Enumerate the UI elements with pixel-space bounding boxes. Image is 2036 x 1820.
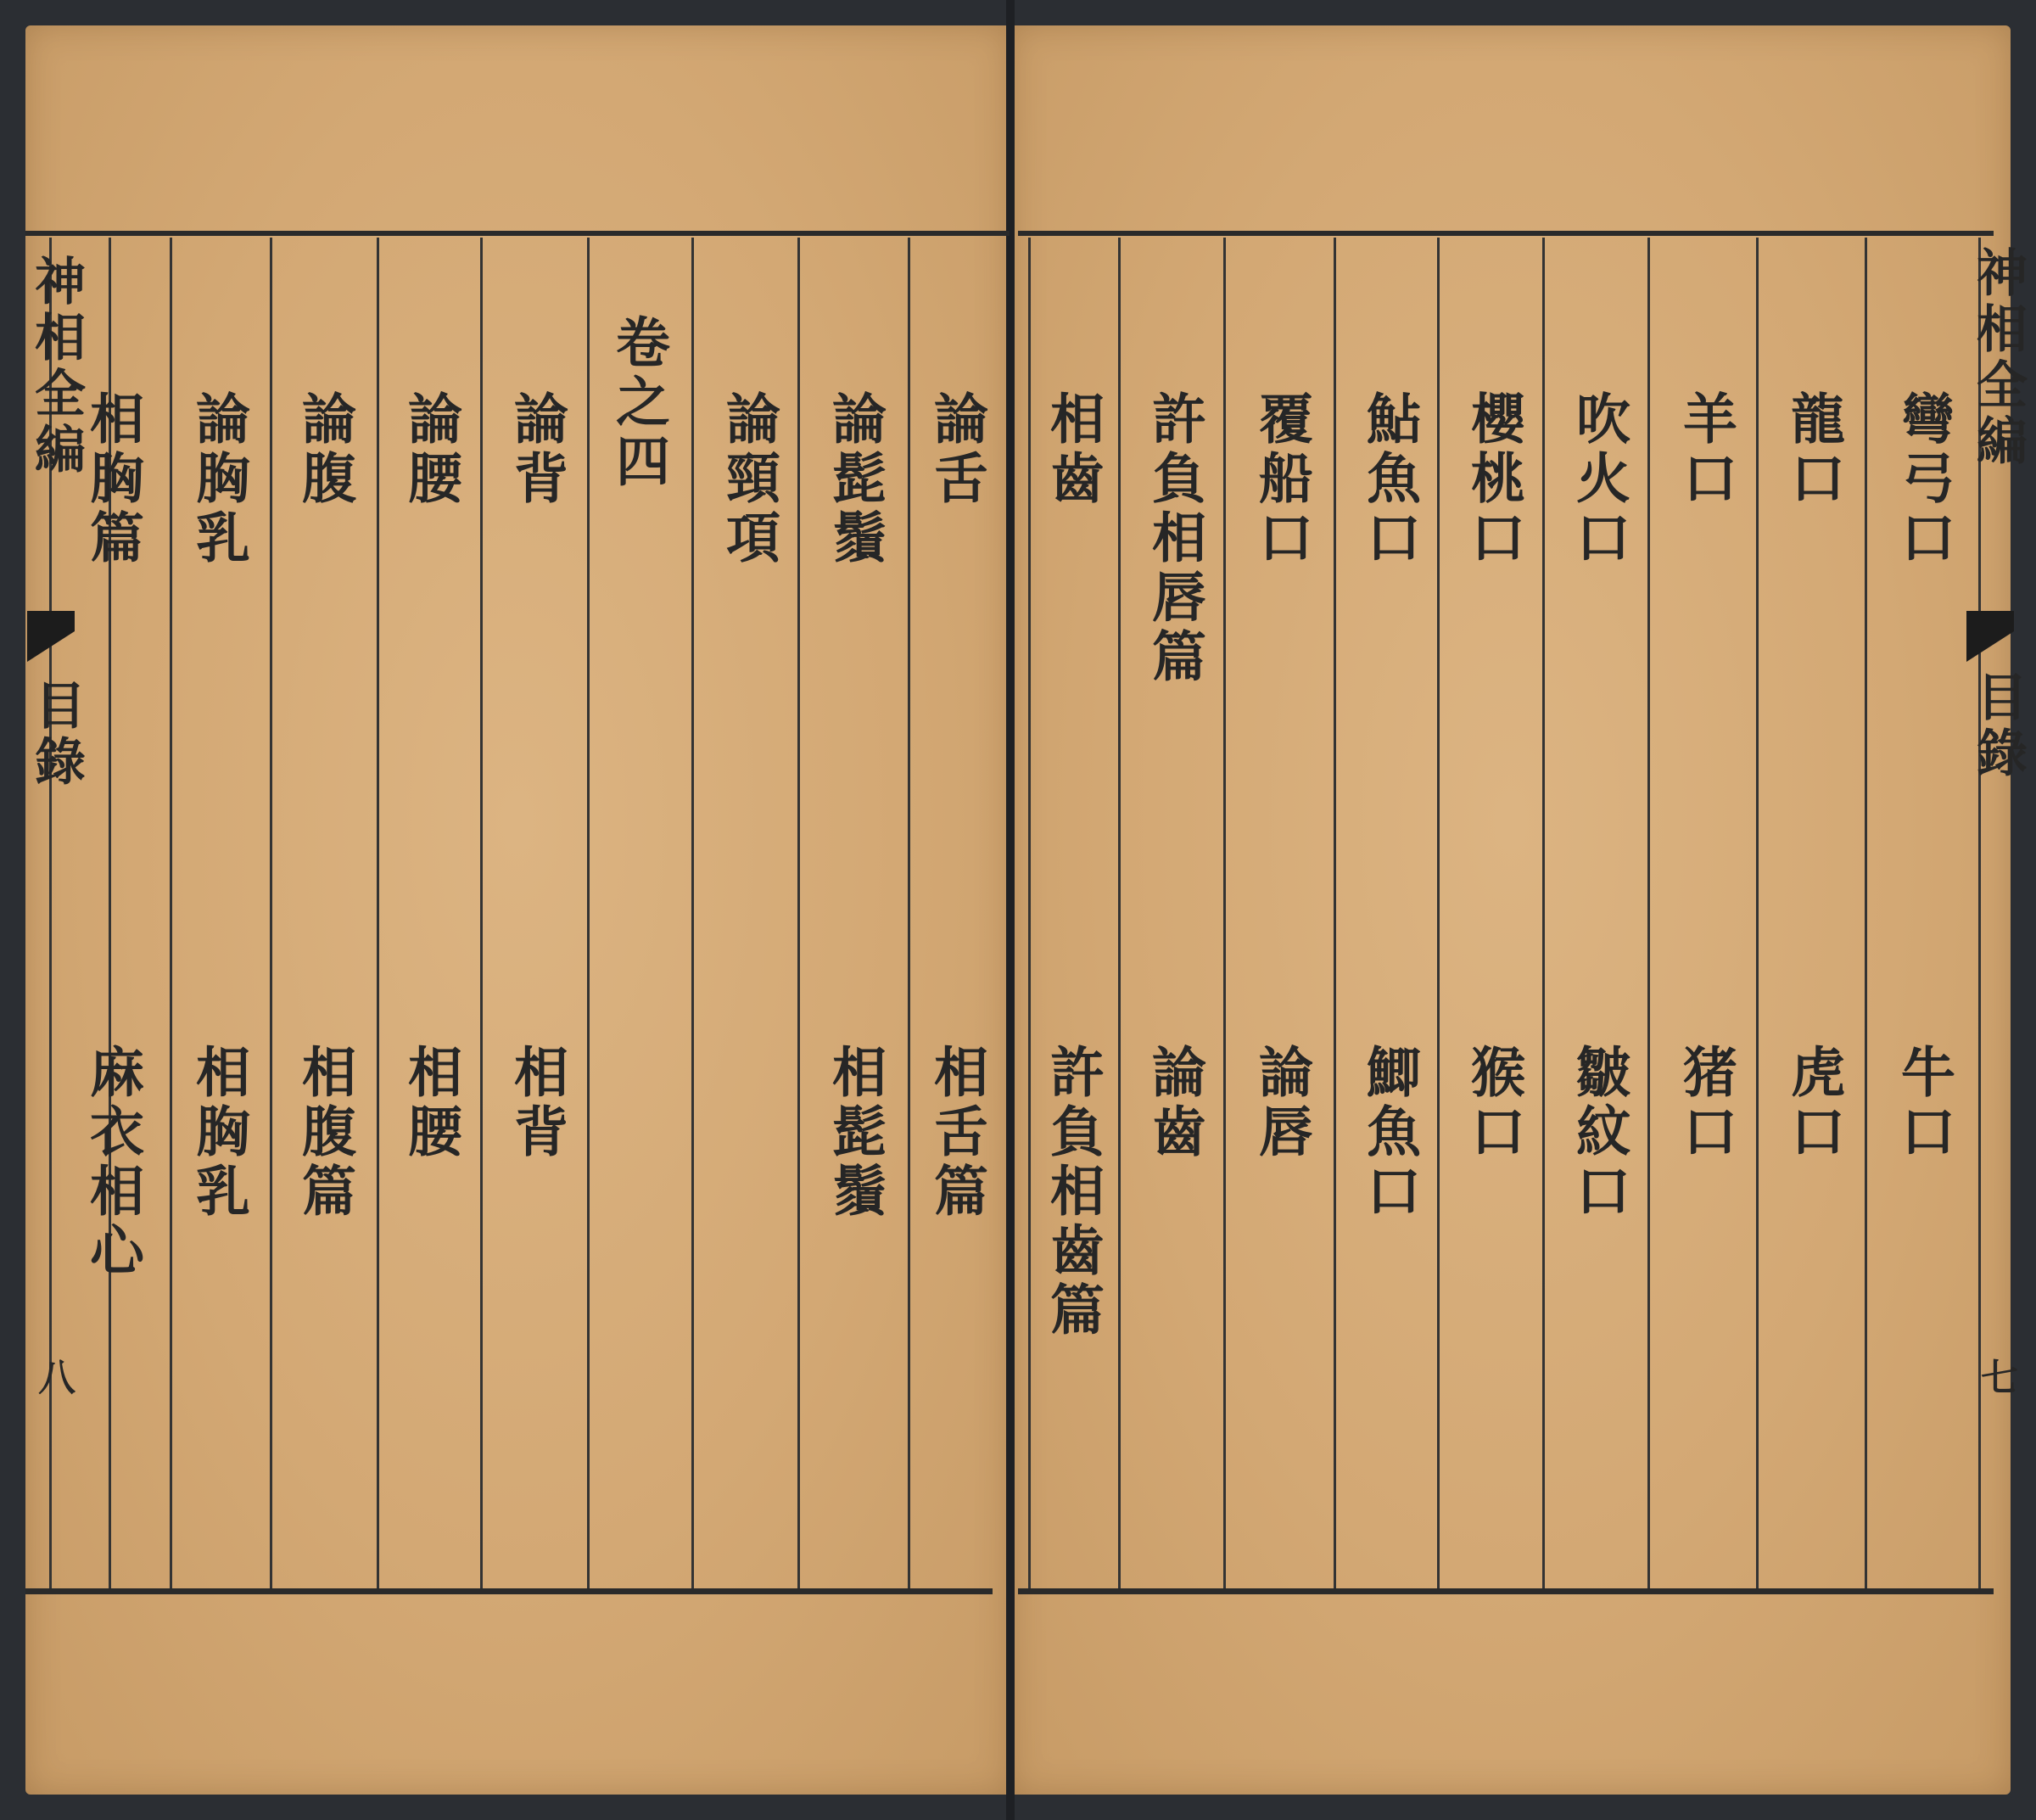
right-entry-5-bottom: 猴口: [1462, 1044, 1525, 1162]
left-col-rule: [480, 238, 483, 1588]
left-col-rule: [691, 238, 694, 1588]
left-col-rule: [908, 238, 910, 1588]
left-col-rule: [170, 238, 172, 1588]
right-entry-6-bottom: 鯽魚口: [1357, 1044, 1421, 1222]
right-col-rule: [1118, 238, 1121, 1588]
left-entry-1-bottom: 相舌篇: [925, 1044, 988, 1222]
left-margin-folio: 八: [31, 1358, 75, 1400]
right-col-rule: [1437, 238, 1440, 1588]
right-bottom-rule: [1018, 1588, 1994, 1594]
right-page: [1011, 25, 2011, 1795]
right-entry-9-bottom: 許負相齒篇: [1041, 1044, 1105, 1341]
book-gutter: [1006, 0, 1015, 1820]
left-entry-8-bottom: 相胸乳: [187, 1044, 250, 1222]
right-entry-4-bottom: 皺紋口: [1567, 1044, 1630, 1222]
right-entry-1-bottom: 牛口: [1892, 1044, 1955, 1162]
left-entry-5-top: 論背: [505, 390, 568, 509]
left-entry-2-top: 論髭鬚: [823, 390, 887, 568]
left-col-rule: [797, 238, 800, 1588]
left-entry-7-top: 論腹: [293, 390, 356, 509]
left-entry-3-top: 論頸項: [717, 390, 780, 568]
left-entry-7-bottom: 相腹篇: [293, 1044, 356, 1222]
right-entry-8-top: 許負相唇篇: [1143, 390, 1206, 687]
right-col-rule: [1334, 238, 1336, 1588]
right-col-rule: [1028, 238, 1031, 1588]
left-col-rule: [377, 238, 379, 1588]
right-margin-title: 神相全編: [1968, 246, 2028, 470]
right-col-rule: [1647, 238, 1650, 1588]
right-entry-1-top: 彎弓口: [1892, 390, 1955, 568]
right-col-rule: [1756, 238, 1759, 1588]
left-col-rule: [587, 238, 590, 1588]
left-entry-2-bottom: 相髭鬚: [823, 1044, 887, 1222]
right-top-border: [1018, 231, 1994, 236]
right-col-rule: [1542, 238, 1545, 1588]
left-entry-4-top: 卷之四: [607, 314, 670, 492]
right-entry-9-top: 相齒: [1041, 390, 1105, 509]
left-entry-6-bottom: 相腰: [399, 1044, 462, 1162]
left-top-border: [25, 231, 1010, 236]
left-entry-6-top: 論腰: [399, 390, 462, 509]
right-entry-5-top: 櫻桃口: [1462, 390, 1525, 568]
right-entry-2-top: 龍口: [1782, 390, 1845, 509]
left-margin-title: 神相全編: [26, 255, 86, 479]
right-entry-4-top: 吹火口: [1567, 390, 1630, 568]
left-margin-section: 目錄: [26, 679, 86, 791]
left-entry-1-top: 論舌: [925, 390, 988, 509]
right-entry-3-top: 羊口: [1674, 390, 1737, 509]
right-col-rule: [1223, 238, 1226, 1588]
right-entry-7-top: 覆船口: [1250, 390, 1313, 568]
right-entry-3-bottom: 猪口: [1674, 1044, 1737, 1162]
left-bottom-rule: [25, 1588, 993, 1594]
left-entry-9-bottom: 麻衣相心: [81, 1044, 144, 1281]
left-page: [25, 25, 1010, 1795]
left-entry-9-top: 相胸篇: [81, 390, 144, 568]
right-entry-2-bottom: 虎口: [1782, 1044, 1845, 1162]
right-entry-7-bottom: 論唇: [1250, 1044, 1313, 1162]
right-entry-6-top: 鮎魚口: [1357, 390, 1421, 568]
left-entry-8-top: 論胸乳: [187, 390, 250, 568]
left-col-rule: [270, 238, 272, 1588]
right-col-rule: [1865, 238, 1867, 1588]
right-margin-section: 目錄: [1968, 670, 2028, 782]
left-entry-5-bottom: 相背: [505, 1044, 568, 1162]
right-margin-folio: 七: [1974, 1358, 2017, 1400]
right-entry-8-bottom: 論齒: [1143, 1044, 1206, 1162]
